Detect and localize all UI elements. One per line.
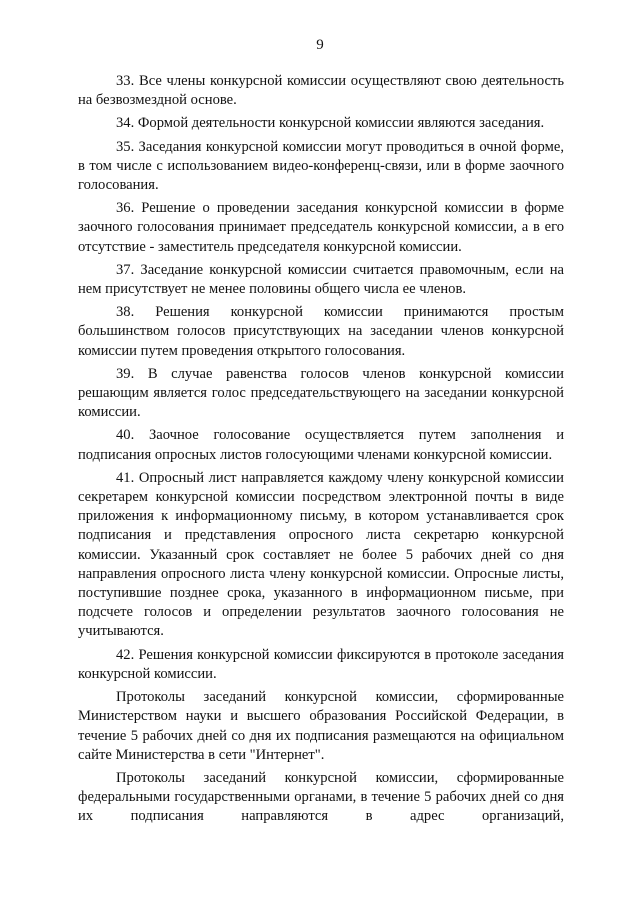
page-number: 9	[316, 37, 324, 53]
paragraph-33: 33. Все члены конкурсной комиссии осуществляют свою деятельность на безвозмездной основе.	[78, 73, 564, 109]
document-body	[78, 72, 564, 827]
paragraph-protocols-federal-bodies: Протоколы заседаний конкурсной комиссии, сформированные федеральными государственными органами, в течение 5 рабочих дней со дня их подписания направляются в адрес организаций,	[78, 769, 564, 825]
paragraph-39: 39. В случае равенства голосов членов конкурсной комиссии решающим является голос председательствующего на заседании конкурсной комиссии.	[78, 365, 564, 421]
paragraph-37: 37. Заседание конкурсной комиссии считается правомочным, если на нем присутствует не менее половины общего числа ее членов.	[78, 261, 564, 298]
paragraph-34: 34. Формой деятельности конкурсной комиссии являются заседания.	[116, 115, 545, 132]
paragraph-38: 38. Решения конкурсной комиссии принимаются простым большинством голосов присутствующих на заседании членов конкурсной комиссии путем проведения открытого голосования.	[78, 304, 564, 359]
paragraph-40: 40. Заочное голосование осуществляется путем заполнения и подписания опросных листов голосующими членами конкурсной комиссии.	[78, 427, 564, 463]
paragraph-35: 35. Заседания конкурсной комиссии могут проводиться в очной форме, в том числе с использованием видео-конференц-связи, или в форме заочного голосования.	[78, 138, 564, 194]
paragraph-protocols-ministry: Протоколы заседаний конкурсной комиссии, сформированные Министерством науки и высшего образования Российской Федерации, в течение 5 рабочих дней со дня их подписания размещаются на официальном сайте Министерства в сети "Интернет".	[78, 689, 564, 763]
paragraph-41: 41. Опросный лист направляется каждому члену конкурсной комиссии секретарем конкурсной комиссии посредством электронной почты в виде приложения к информационному письму, в котором устанавливается срок подписания и представления опросного листа секретарю конкурсной комиссии. Указанный срок составляет не более 5 рабочих дней со дня направления опросного листа члену конкурсной комиссии. Опросные листы, поступившие позднее срока, указанного в информационном письме, при подсчете голосов и определении результатов заочного голосования не учитываются.	[78, 469, 564, 640]
paragraph-36: 36. Решение о проведении заседания конкурсной комиссии в форме заочного голосования принимает председатель конкурсной комиссии, а в его отсутствие - заместитель председателя конкурсной комиссии.	[78, 200, 564, 255]
paragraph-42: 42. Решения конкурсной комиссии фиксируются в протоколе заседания конкурсной комиссии.	[78, 646, 564, 682]
